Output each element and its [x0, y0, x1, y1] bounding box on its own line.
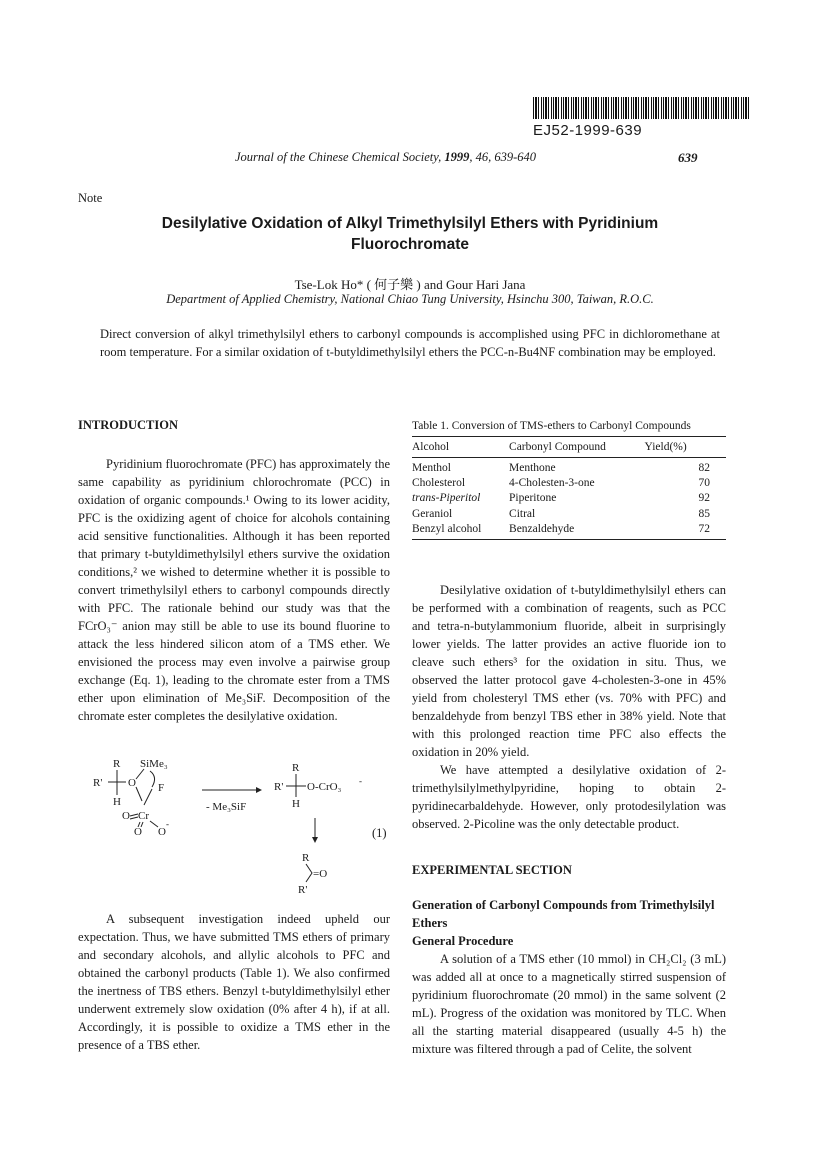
table-header: Yield(%): [645, 437, 726, 458]
substituent-rprime-3: R': [298, 884, 308, 896]
substituent-rprime: R': [93, 777, 103, 789]
table-1: [412, 420, 726, 540]
table-row: Cholesterol 4-Cholesten-3-one 70: [412, 477, 710, 490]
reaction-scheme: [78, 757, 390, 897]
oxygen-label-3: O: [134, 826, 142, 838]
results-paragraph-2: We have attempted a desilylative oxidation of 2-trimethylsilylmethylpyridine, hoping to obtain 2-pyridinecarbaldehyde. However, only protodesilylation was observed. 2-Picoline was the only detectable product.: [412, 763, 726, 831]
table-header: Carbonyl Compound: [509, 437, 645, 458]
substituent-rprime-2: R': [274, 781, 284, 793]
table-caption: Table 1. Conversion of TMS-ethers to Carbonyl Compounds: [412, 420, 691, 432]
experimental-subheading: Generation of Carbonyl Compounds from Trimethylsilyl Ethers General Procedure: [412, 898, 715, 948]
charge-minus: -: [166, 819, 169, 829]
results-paragraph-1: Desilylative oxidation of t-butyldimethylsilyl ethers can be performed with a combination of reagents, such as PCC and tetra-n-butylammonium fluoride, albeit in surprisingly lower yields. The latter provides an active fluoride ion to cleave such ethers³ for the oxidation in situ. Thus, we observed the latter protocol gave 4-cholesten-3-one in 45% yield from cholesteryl TMS ether (vs. 70% with PFC) and benzaldehyde from benzyl TBS ether in 38% yield. Note that with this prolonged reaction time PFC also effects the oxidation in 20% yield.: [412, 583, 726, 759]
article-title: Desilylative Oxidation of Alkyl Trimethylsilyl Ethers with Pyridinium Fluorochromate: [161, 215, 659, 253]
experimental-heading: EXPERIMENTAL SECTION: [412, 863, 572, 877]
page-number: 639: [678, 150, 698, 165]
journal-citation: Journal of the Chinese Chemical Society, 1999, 46, 639-640: [235, 150, 537, 164]
chromate-label: O-CrO₃: [307, 781, 342, 793]
substituent-r: R: [113, 758, 121, 770]
fluorine-label: F: [158, 782, 165, 794]
document-id: EJ52-1999-639: [533, 122, 643, 139]
substituent-r-2: R: [292, 762, 300, 774]
barcode: [533, 97, 750, 119]
reagent-label: - Me₃SiF: [206, 801, 247, 813]
conversion-table: [412, 436, 726, 540]
table-row: Menthol Menthone 82: [412, 462, 710, 474]
sime3-label: SiMe₃: [140, 758, 168, 770]
charge-minus-2: -: [359, 776, 362, 786]
abstract: Direct conversion of alkyl trimethylsilyl ethers to carbonyl compounds is accomplished using PFC in dichloromethane at room temperature. For a similar oxidation of t-butyldimethylsilyl ethers the PCC-n-Bu4NF combination may be employed.: [100, 327, 720, 359]
introduction-paragraph-2: A subsequent investigation indeed upheld our expectation. Thus, we have submitted TMS ethers of primary and secondary alcohols, and allylic alcohols to PFC and obtained the carbonyl products (Table 1). We also confirmed the inertness of TBS ethers. Benzyl t-butyldimethylsilyl ether underwent extremely slow oxidation (0% after 4 h), if at all. Accordingly, it is possible to oxidize a TMS ether in the presence of a TBS ether.: [78, 912, 390, 1052]
substituent-r-3: R: [302, 852, 310, 864]
table-row: trans-Piperitol Piperitone 92: [412, 492, 710, 505]
hydrogen-label: H: [113, 796, 121, 808]
oxygen-label-2: O: [122, 810, 130, 822]
carbonyl-label: =O: [313, 868, 328, 880]
oxygen-label: O: [128, 777, 136, 789]
equation-number: (1): [372, 826, 387, 840]
note-label: Note: [78, 191, 103, 205]
table-row: Benzyl alcohol Benzaldehyde 72: [412, 522, 726, 540]
table-header: Alcohol: [412, 437, 509, 458]
chromium-label: Cr: [138, 810, 149, 822]
experimental-paragraph: A solution of a TMS ether (10 mmol) in CH₂Cl₂ (3 mL) was added all at once to a magnetically stirred suspension of pyridinium fluorochromate (20 mmol) in the same solvent (2 mL). Progress of the oxidation was monitored by TLC. When all the starting material disappeared (usually 4-5 h) the mixture was filtered through a pad of Celite, the solvent: [412, 952, 726, 1056]
authors: Tse-Lok Ho* ( 何子樂 ) and Gour Hari Jana: [294, 277, 526, 292]
oxygen-label-4: O: [158, 826, 166, 838]
introduction-paragraph-1: Pyridinium fluorochromate (PFC) has approximately the same capability as pyridinium chlorochromate (PCC) in oxidation of organic compounds.¹ Owing to its lower acidity, PFC is the oxidizing agent of choice for alcohols containing acid sensitive functionalities. Although it has been reported that primary t-butyldimethylsilyl ethers survive the oxidation conditions,² we wished to determine whether it is possible to convert trimethylsilyl ethers to carbonyl compounds directly with PFC. The rationale behind our study was that the FCrO₃⁻ anion may still be able to use its bound fluorine to attack the less hindered silicon atom of a TMS ether. We envisioned the process may even involve a pairwise group exchange (Eq. 1), leading to the chromate ester from a TMS ether upon elimination of Me₃SiF. Decomposition of the chromate ester completes the desilylative oxidation.: [78, 457, 390, 723]
table-row: Geraniol Citral 85: [412, 507, 710, 520]
affiliation: Department of Applied Chemistry, National Chiao Tung University, Hsinchu 300, Taiwan, R.O.C.: [166, 292, 654, 306]
hydrogen-label-2: H: [292, 798, 300, 810]
introduction-heading: INTRODUCTION: [78, 418, 179, 432]
